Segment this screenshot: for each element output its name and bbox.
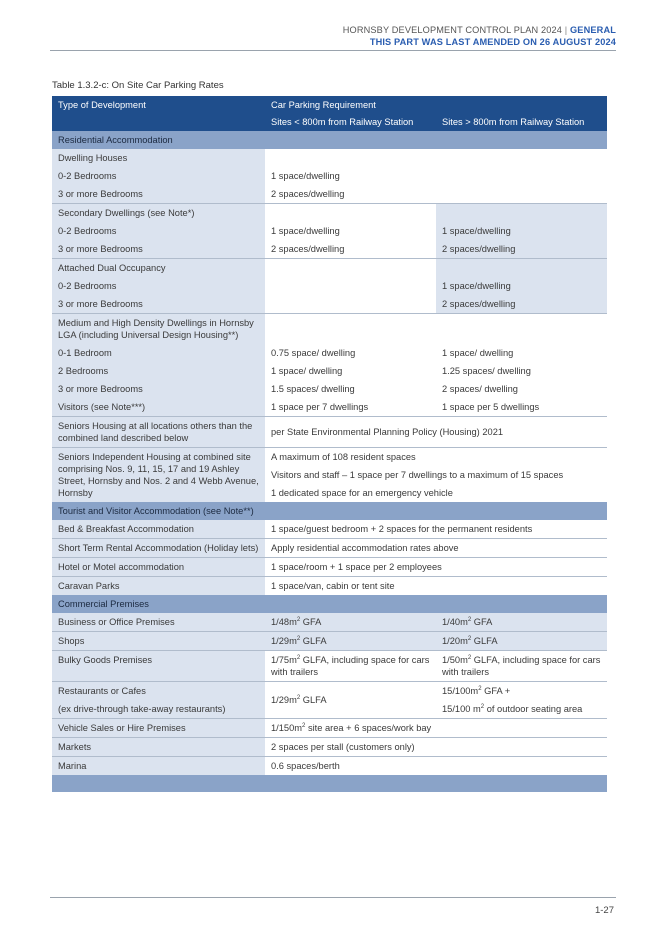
row-label: Shops [52,632,265,651]
row-value-gt: 1 space/ dwelling [436,344,607,362]
row-label: 3 or more Bedrooms [52,185,265,204]
header-rule [50,50,616,51]
table-row [52,149,607,167]
table-row [52,185,607,204]
table-row [52,682,607,701]
table-row [52,259,607,278]
section-residential: Residential Accommodation [52,131,607,149]
table-row [52,204,607,223]
col-type-header: Type of Development [52,96,265,113]
row-label: Attached Dual Occupancy [52,259,265,278]
row-value-gt: $15/100m^2$ GFA + [436,682,607,701]
row-value-gt: 1 space/dwelling [436,277,607,295]
row-label: Caravan Parks [52,577,265,596]
table-row [52,539,607,558]
table-subheader-row [52,113,607,131]
row-value-gt: $1/40m^2$ GFA [436,613,607,632]
row-label: 2 Bedrooms [52,362,265,380]
table-row [52,314,607,345]
row-label: Business or Office Premises [52,613,265,632]
table-row [52,277,607,295]
row-value-lt: 1.5 spaces/ dwelling [265,380,436,398]
row-label: Bulky Goods Premises [52,651,265,682]
table-header-row [52,96,607,113]
row-label: Secondary Dwellings (see Note*) [52,204,265,223]
row-value: 2 spaces/dwelling [265,185,607,204]
row-value: $1/150m^2$ site area + 6 spaces/work bay [265,719,607,738]
row-label: Seniors Independent Housing at combined site comprising Nos. 9, 11, 15, 17 and 19 Ashley Street, Hornsby and Nos. 2 and 4 Webb Avenue, Hornsby [52,448,265,503]
table-row [52,295,607,314]
section-tourist: Tourist and Visitor Accommodation (see Note**) [52,502,607,520]
row-value-gt: $1/50m^2$ GLFA, including space for cars with trailers [436,651,607,682]
row-label: Restaurants or Cafes [52,682,265,701]
section-row [52,502,607,520]
row-label: Seniors Housing at all locations others than the combined land described below [52,417,265,448]
row-value-gt: 2 spaces/dwelling [436,295,607,314]
row-value-gt: 2 spaces/ dwelling [436,380,607,398]
row-label: 0-1 Bedroom [52,344,265,362]
row-value-gt: 2 spaces/dwelling [436,240,607,259]
row-label: Markets [52,738,265,757]
row-value-lt: 0.75 space/ dwelling [265,344,436,362]
row-value: 1 dedicated space for an emergency vehicle [265,484,607,502]
row-label: 0-2 Bedrooms [52,222,265,240]
table-row [52,167,607,185]
row-value-gt: 15/100 $m^2$ of outdoor seating area [436,700,607,719]
table-row [52,651,607,682]
row-label: Bed & Breakfast Accommodation [52,520,265,539]
row-label: 3 or more Bedrooms [52,240,265,259]
row-value: 0.6 spaces/berth [265,757,607,776]
row-value-lt: 1 space/dwelling [265,222,436,240]
row-value: 1 space/room + 1 space per 2 employees [265,558,607,577]
row-value: 1 space/van, cabin or tent site [265,577,607,596]
section-row [52,131,607,149]
row-value-lt: 1 space per 7 dwellings [265,398,436,417]
row-value: Apply residential accommodation rates above [265,539,607,558]
table-row [52,757,607,776]
row-label: Hotel or Motel accommodation [52,558,265,577]
header-separator: | [564,25,568,35]
row-value: Visitors and staff – 1 space per 7 dwellings to a maximum of 15 spaces [265,466,607,484]
row-label: 0-2 Bedrooms [52,277,265,295]
section-commercial: Commercial Premises [52,595,607,613]
table-row [52,417,607,448]
row-value-lt: 1 space/ dwelling [265,362,436,380]
table-row [52,577,607,596]
table-row [52,222,607,240]
table-caption: Table 1.3.2-c: On Site Car Parking Rates [52,80,224,91]
row-value: per State Environmental Planning Policy (Housing) 2021 [265,417,607,448]
row-label: Medium and High Density Dwellings in Hornsby LGA (including Universal Design Housing**) [52,314,265,345]
row-label: Dwelling Houses [52,149,265,167]
table-row [52,632,607,651]
page-header [343,24,616,48]
table-row [52,380,607,398]
row-label: 3 or more Bedrooms [52,295,265,314]
row-value-lt: $1/48m^2$ GFA [265,613,436,632]
table-row [52,613,607,632]
row-value: 1 space/guest bedroom + 2 spaces for the permanent residents [265,520,607,539]
table-row [52,448,607,467]
table-row [52,398,607,417]
page-number: 1-27 [594,905,614,916]
table-footer-row [52,775,607,792]
table-row [52,738,607,757]
row-label: Short Term Rental Accommodation (Holiday lets) [52,539,265,558]
amended-note: THIS PART WAS LAST AMENDED ON 26 AUGUST 2024 [369,37,616,47]
row-value-lt: $1/29m^2$ GLFA [265,682,436,719]
plan-title: HORNSBY DEVELOPMENT CONTROL PLAN 2024 [342,25,563,35]
section-name: GENERAL [570,25,616,35]
row-value-gt: 1 space per 5 dwellings [436,398,607,417]
table-row [52,240,607,259]
table-row [52,344,607,362]
row-value: 2 spaces per stall (customers only) [265,738,607,757]
col-gt-header: Sites > 800m from Railway Station [436,113,607,131]
parking-rates-table [52,96,607,792]
row-label: 3 or more Bedrooms [52,380,265,398]
row-label: (ex drive-through take-away restaurants) [52,700,265,719]
col-requirement-header: Car Parking Requirement [265,96,607,113]
row-label: Visitors (see Note***) [52,398,265,417]
row-label: Vehicle Sales or Hire Premises [52,719,265,738]
section-row [52,595,607,613]
col-lt-header: Sites < 800m from Railway Station [265,113,436,131]
table-row [52,520,607,539]
row-value-lt: 2 spaces/dwelling [265,240,436,259]
row-value-gt: 1.25 spaces/ dwelling [436,362,607,380]
row-value-gt: $1/20m^2$ GLFA [436,632,607,651]
row-label: Marina [52,757,265,776]
row-value-lt: $1/75m^2$ GLFA, including space for cars with trailers [265,651,436,682]
row-value: A maximum of 108 resident spaces [265,448,607,467]
footer-rule [50,897,616,898]
row-value-gt: 1 space/dwelling [436,222,607,240]
row-value: 1 space/dwelling [265,167,607,185]
row-value-lt: $1/29m^2$ GLFA [265,632,436,651]
row-label: 0-2 Bedrooms [52,167,265,185]
table-row [52,558,607,577]
table-row [52,362,607,380]
table-row [52,719,607,738]
